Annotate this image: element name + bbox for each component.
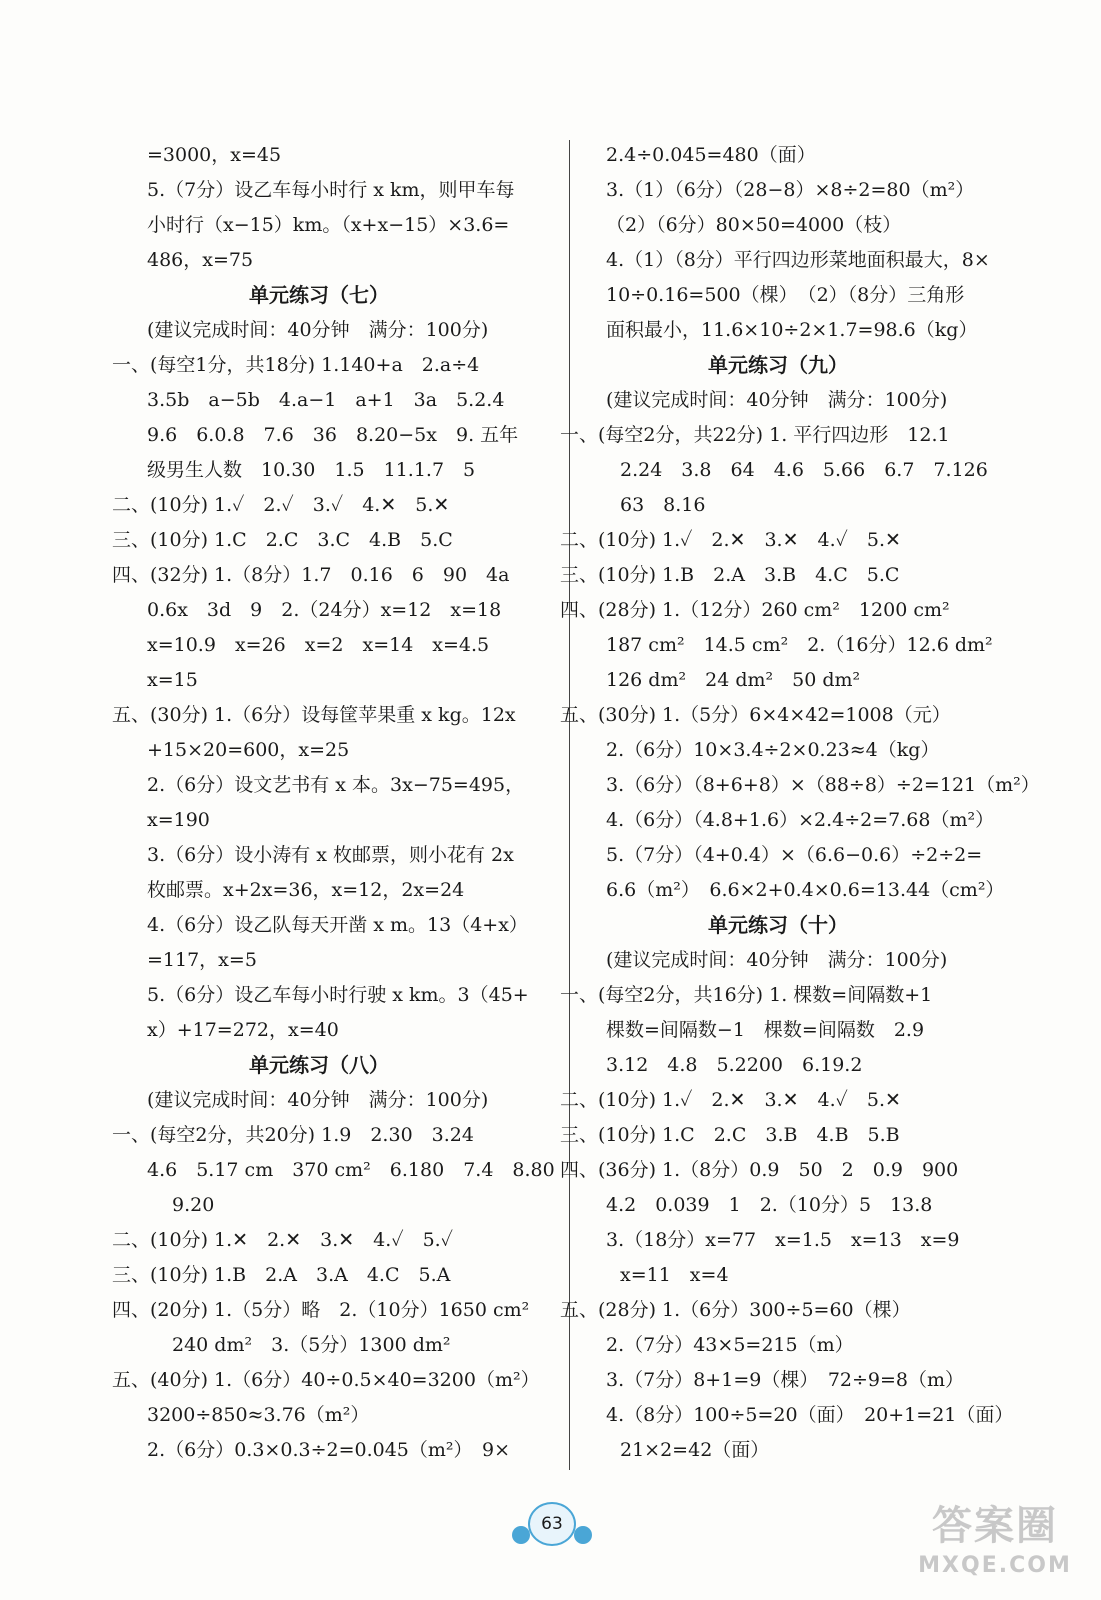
answer-line: 三、(10分) 1.C 2.C 3.B 4.B 5.B bbox=[560, 1124, 900, 1146]
answer-line: 240 dm² 3.（5分）1300 dm² bbox=[172, 1334, 451, 1356]
answer-line: （2）（6分）80×50=4000（枝） bbox=[606, 214, 902, 236]
answer-line: 3.（18分）x=77 x=1.5 x=13 x=9 bbox=[606, 1229, 960, 1251]
answer-line: 187 cm² 14.5 cm² 2.（16分）12.6 dm² bbox=[606, 634, 993, 656]
answer-line: 9.6 6.0.8 7.6 36 8.20−5x 9. 五年 bbox=[147, 424, 519, 446]
answer-line: =3000，x=45 bbox=[147, 144, 282, 166]
answer-line: 4.2 0.039 1 2.（10分）5 13.8 bbox=[606, 1194, 933, 1216]
answer-line: 4.（6分）设乙队每天开凿 x m。13（4+x） bbox=[147, 914, 528, 936]
answer-line: 3.12 4.8 5.2200 6.19.2 bbox=[606, 1054, 863, 1076]
watermark bbox=[905, 1500, 1085, 1592]
answer-line: 二、(10分) 1.✕ 2.✕ 3.✕ 4.✓ 5.✓ bbox=[112, 1229, 453, 1251]
answer-line: 126 dm² 24 dm² 50 dm² bbox=[606, 669, 861, 691]
answer-line: 2.（6分）0.3×0.3÷2=0.045（m²） 9× bbox=[147, 1439, 511, 1461]
section-heading: 单元练习（九） bbox=[708, 353, 848, 377]
answer-line: 三、(10分) 1.B 2.A 3.B 4.C 5.C bbox=[560, 564, 900, 586]
answer-line: 21×2=42（面） bbox=[620, 1439, 770, 1461]
answer-line: 级男生人数 10.30 1.5 11.1.7 5 bbox=[147, 459, 476, 481]
decorative-dot-icon bbox=[512, 1526, 530, 1544]
section-subtitle: (建议完成时间：40分钟 满分：100分) bbox=[147, 1089, 489, 1111]
answer-line: 一、(每空2分，共16分) 1. 棵数=间隔数+1 bbox=[560, 984, 933, 1006]
answer-line: 2.（6分）10×3.4÷2×0.23≈4（kg） bbox=[606, 739, 940, 761]
answer-line: 二、(10分) 1.✓ 2.✕ 3.✕ 4.✓ 5.✕ bbox=[560, 1089, 901, 1111]
answer-line: 五、(30分) 1.（6分）设每筐苹果重 x kg。12x bbox=[112, 704, 516, 726]
answer-line: x=11 x=4 bbox=[620, 1264, 729, 1286]
answer-line: 五、(40分) 1.（6分）40÷0.5×40=3200（m²） bbox=[112, 1369, 540, 1391]
answer-line: 3.5b a−5b 4.a−1 a+1 3a 5.2.4 bbox=[147, 389, 505, 411]
answer-line: 3.（1）（6分）（28−8）×8÷2=80（m²） bbox=[606, 179, 975, 201]
answer-line: x=190 bbox=[147, 809, 210, 831]
answer-line: 2.（7分）43×5=215（m） bbox=[606, 1334, 854, 1356]
page-number-badge bbox=[508, 1500, 594, 1548]
decorative-dot-icon bbox=[574, 1526, 592, 1544]
answer-line: +15×20=600，x=25 bbox=[147, 739, 350, 761]
page-number: 63 bbox=[528, 1502, 576, 1546]
answer-line: 0.6x 3d 9 2.（24分）x=12 x=18 bbox=[147, 599, 502, 621]
answer-line: 枚邮票。x+2x=36，x=12，2x=24 bbox=[147, 879, 465, 901]
section-heading: 单元练习（七） bbox=[249, 283, 389, 307]
watermark-logo-text: 答案圈 bbox=[932, 1503, 1058, 1549]
answer-line: 3200÷850≈3.76（m²） bbox=[147, 1404, 370, 1426]
section-heading: 单元练习（八） bbox=[249, 1053, 389, 1077]
answer-line: 10÷0.16=500（棵） （2）（8分）三角形 bbox=[606, 284, 965, 306]
answer-line: 五、(28分) 1.（6分）300÷5=60（棵） bbox=[560, 1299, 911, 1321]
answer-line: 三、(10分) 1.C 2.C 3.C 4.B 5.C bbox=[112, 529, 453, 551]
answer-line: 二、(10分) 1.✓ 2.✕ 3.✕ 4.✓ 5.✕ bbox=[560, 529, 901, 551]
answer-line: 5.（7分）设乙车每小时行 x km，则甲车每 bbox=[147, 179, 515, 201]
answer-line: 5.（6分）设乙车每小时行驶 x km。3（45+ bbox=[147, 984, 529, 1006]
answer-line: 4.（8分）100÷5=20（面） 20+1=21（面） bbox=[606, 1404, 1014, 1426]
answer-line: 棵数=间隔数−1 棵数=间隔数 2.9 bbox=[606, 1019, 925, 1041]
answer-line: 四、(32分) 1.（8分）1.7 0.16 6 90 4a bbox=[112, 564, 510, 586]
answer-line: 9.20 bbox=[172, 1194, 215, 1216]
answer-line: 小时行（x−15）km。（x+x−15）×3.6= bbox=[147, 214, 510, 236]
answer-line: x=15 bbox=[147, 669, 198, 691]
answer-line: 四、(20分) 1.（5分）略 2.（10分）1650 cm² bbox=[112, 1299, 530, 1321]
answer-line: 3.（6分）（8+6+8）×（88÷8）÷2=121（m²） bbox=[606, 774, 1040, 796]
answer-line: =117，x=5 bbox=[147, 949, 257, 971]
answer-line: 6.6（m²） 6.6×2+0.4×0.6=13.44（cm²） bbox=[606, 879, 1005, 901]
section-subtitle: (建议完成时间：40分钟 满分：100分) bbox=[606, 389, 948, 411]
answer-line: 4.（6分）（4.8+1.6）×2.4÷2=7.68（m²） bbox=[606, 809, 995, 831]
answer-line: 四、(28分) 1.（12分）260 cm² 1200 cm² bbox=[560, 599, 950, 621]
answer-line: 3.（6分）设小涛有 x 枚邮票，则小花有 2x bbox=[147, 844, 514, 866]
section-subtitle: (建议完成时间：40分钟 满分：100分) bbox=[606, 949, 948, 971]
answer-line: 五、(30分) 1.（5分）6×4×42=1008（元） bbox=[560, 704, 951, 726]
watermark-url: MXQE.COM bbox=[918, 1553, 1072, 1578]
answer-line: 5.（7分）（4+0.4）×（6.6−0.6）÷2÷2= bbox=[606, 844, 983, 866]
answer-line: 三、(10分) 1.B 2.A 3.A 4.C 5.A bbox=[112, 1264, 451, 1286]
answer-line: 一、(每空2分，共22分) 1. 平行四边形 12.1 bbox=[560, 424, 950, 446]
answer-line: 2.4÷0.045=480（面） bbox=[606, 144, 816, 166]
answer-line: 一、(每空2分，共20分) 1.9 2.30 3.24 bbox=[112, 1124, 474, 1146]
section-heading: 单元练习（十） bbox=[708, 913, 848, 937]
section-subtitle: (建议完成时间：40分钟 满分：100分) bbox=[147, 319, 489, 341]
answer-line: x=10.9 x=26 x=2 x=14 x=4.5 bbox=[147, 634, 490, 656]
answer-line: 四、(36分) 1.（8分）0.9 50 2 0.9 900 bbox=[560, 1159, 959, 1181]
answer-line: 4.（1）（8分）平行四边形菜地面积最大，8× bbox=[606, 249, 990, 271]
answer-line: 486，x=75 bbox=[147, 249, 254, 271]
answer-line: 4.6 5.17 cm 370 cm² 6.180 7.4 8.80 bbox=[147, 1159, 555, 1181]
answer-line: 2.（6分）设文艺书有 x 本。3x−75=495， bbox=[147, 774, 525, 796]
answer-line: x）+17=272，x=40 bbox=[147, 1019, 339, 1041]
answer-line: 3.（7分）8+1=9（棵） 72÷9=8（m） bbox=[606, 1369, 965, 1391]
answer-line: 2.24 3.8 64 4.6 5.66 6.7 7.126 bbox=[620, 459, 988, 481]
answer-line: 二、(10分) 1.✓ 2.✓ 3.✓ 4.✕ 5.✕ bbox=[112, 494, 450, 516]
answer-line: 63 8.16 bbox=[620, 494, 706, 516]
column-divider bbox=[569, 140, 570, 1470]
answer-line: 面积最小，11.6×10÷2×1.7=98.6（kg） bbox=[606, 319, 978, 341]
answer-line: 一、(每空1分，共18分) 1.140+a 2.a÷4 bbox=[112, 354, 480, 376]
